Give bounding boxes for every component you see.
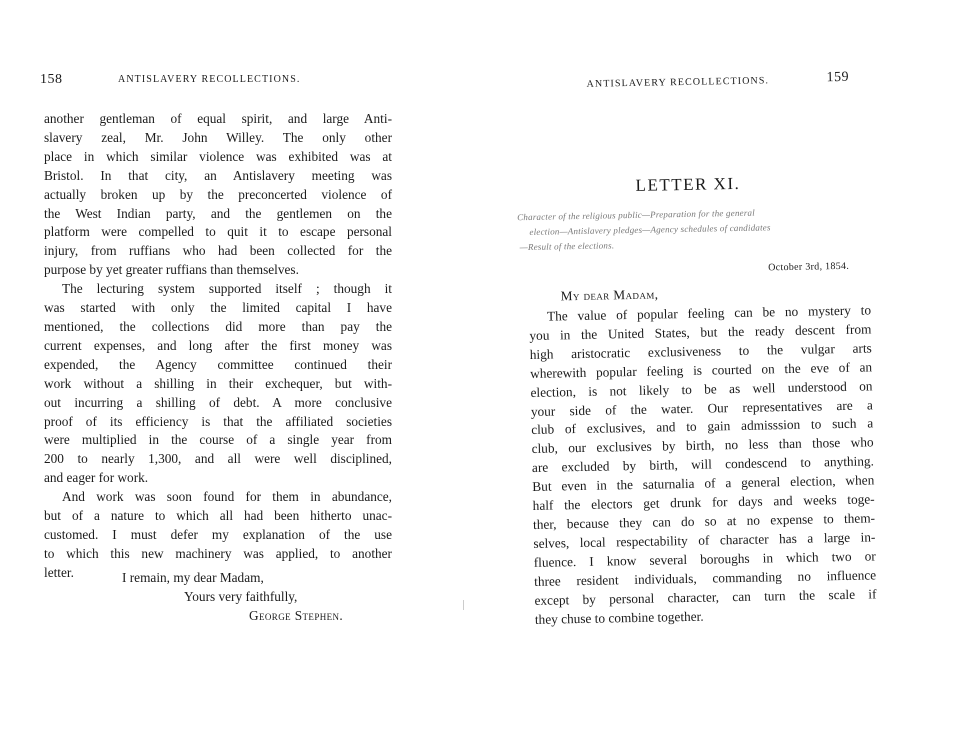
right-running-header: ANTISLAVERY RECOLLECTIONS. <box>586 75 770 90</box>
text-line: ther, because they can do so at no expense to them- <box>532 510 876 532</box>
left-running-header: ANTISLAVERY RECOLLECTIONS. <box>118 74 301 85</box>
text-line: actually broken up by the preconcerted violence of <box>44 186 392 202</box>
text-line: are excluded by birth, will condescend to anything. <box>531 453 875 476</box>
text-line: purpose by yet greater ruffians than themselves. <box>44 262 299 278</box>
text-line: was started with only the limited capital I have <box>44 300 392 316</box>
summary-line: —Result of the elections. <box>519 240 615 253</box>
text-line: another gentleman of equal spirit, and large Anti- <box>44 111 392 126</box>
text-line: high aristocratic exclusiveness to the vulgar arts <box>529 340 872 362</box>
text-line: work without a shilling in their exchequer, but with- <box>44 375 392 391</box>
chapter-summary <box>517 203 870 255</box>
right-body-text <box>529 301 877 629</box>
text-line: Bristol. In that city, an Antislavery meeting was <box>44 167 392 183</box>
text-line: except by personal character, can turn the scale if <box>534 585 877 608</box>
right-page-number: 159 <box>826 69 850 86</box>
left-body-text <box>44 110 392 583</box>
text-line: club, our exclusives by birth, no less than those who <box>531 434 874 457</box>
text-line: injury, from ruffians who had been collected for the <box>44 243 392 259</box>
text-line: election, is not likely to be as well understood on <box>530 378 873 400</box>
text-line: current expenses, and long after the first money was <box>44 337 392 353</box>
text-line: The value of popular feeling can be no mystery to <box>546 302 872 324</box>
left-page-number: 158 <box>40 72 63 87</box>
signature: George Stephen. <box>249 608 344 623</box>
text-line: the West Indian party, and the gentlemen on the <box>44 205 392 221</box>
closing-faithfully: Yours very faithfully, <box>184 589 298 604</box>
text-line: And work was soon found for them in abundance, <box>62 489 392 505</box>
text-line: expended, the Agency committee continued their <box>44 356 392 372</box>
text-line: half the electors get drunk for days and weeks toge- <box>532 491 875 514</box>
closing-remain: I remain, my dear Madam, <box>122 570 264 585</box>
text-line: your side of the water. Our representatives are a <box>530 396 873 419</box>
text-line: 200 to nearly 1,300, and all were well disciplined, <box>44 451 392 467</box>
salutation: My dear Madam, <box>560 286 659 304</box>
text-line: customed. I must defer my explanation of the use <box>44 526 392 542</box>
text-line: slavery zeal, Mr. John Willey. The only other <box>44 129 392 145</box>
text-line: club of exclusives, and to gain admisssion to such a <box>531 415 874 438</box>
text-line: out incurring a shilling of debt. A more conclusive <box>44 394 392 410</box>
text-line: but of a nature to which all had been hitherto unac- <box>44 508 392 524</box>
text-line: platform were compelled to quit it to escape personal <box>44 224 392 240</box>
summary-line: Character of the religious public—Preparation for the general <box>517 207 755 223</box>
text-line: letter. <box>44 564 74 580</box>
text-line: and eager for work. <box>44 470 149 486</box>
text-line: they chuse to combine together. <box>534 608 704 627</box>
text-line: to which this new machinery was applied, to another <box>44 545 392 561</box>
text-line: three resident individuals, commanding no influence <box>534 567 877 589</box>
text-line: fluence. I know several boroughs in which two or <box>533 548 876 570</box>
letter-title: LETTER XI. <box>635 173 741 195</box>
gutter-mark <box>463 600 464 610</box>
letter-date: October 3rd, 1854. <box>768 260 850 274</box>
text-line: were multiplied in the course of a single year from <box>44 432 392 448</box>
text-line: wherewith popular feeling is courted on the eve of an <box>530 359 873 381</box>
text-line: you in the United States, but the ready descent from <box>529 321 872 343</box>
text-line: mentioned, the collections did more than pay the <box>44 318 392 334</box>
text-line: The lecturing system supported itself ; though it <box>62 281 392 297</box>
summary-line: election—Antislavery pledges—Agency schedules of candidates <box>529 222 771 237</box>
text-line: place in which similar violence was exhibited was at <box>44 148 392 164</box>
text-line: But even in the saturnalia of a general election, when <box>532 472 875 495</box>
text-line: selves, local respectability of character has a large in- <box>533 529 876 551</box>
text-line: proof of its efficiency is that the affiliated societies <box>44 413 392 429</box>
